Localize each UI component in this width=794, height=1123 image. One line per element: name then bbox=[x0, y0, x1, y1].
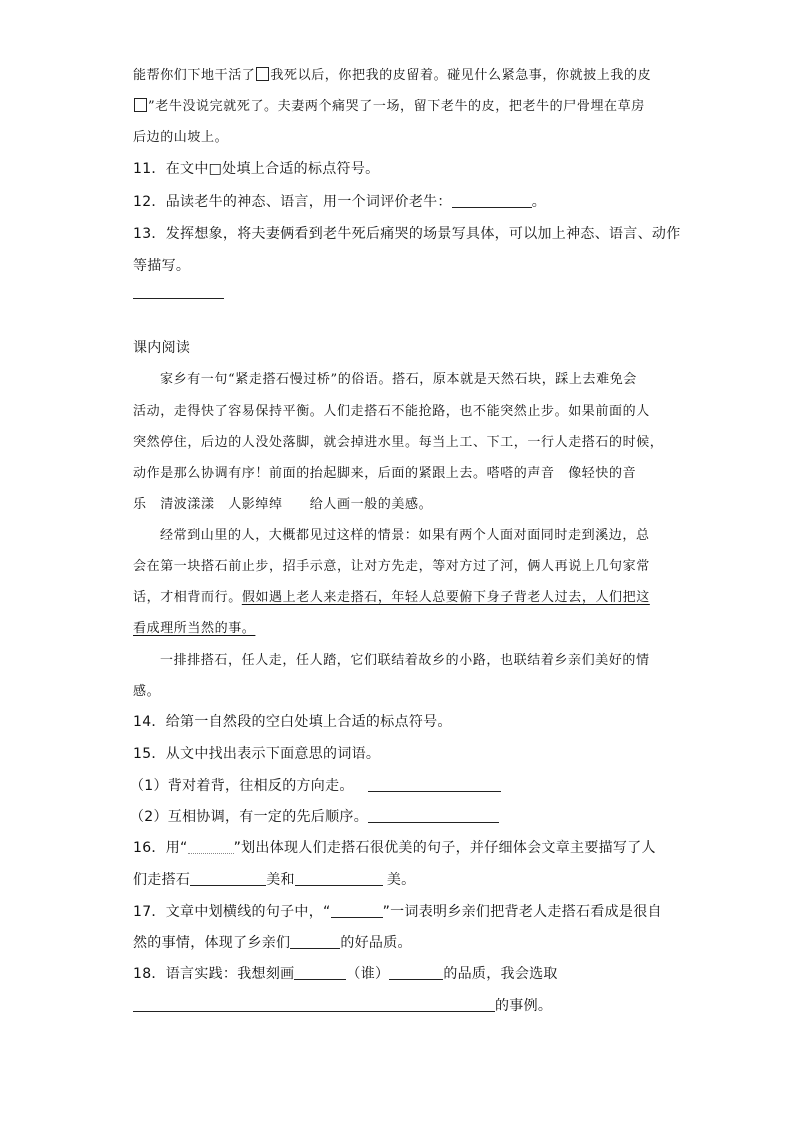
question-text: 的事例。 bbox=[495, 998, 553, 1014]
passage-text: 感。 bbox=[133, 684, 161, 699]
passage-text: 一排排搭石，任人走，任人踏，它们联结着故乡的小路，也联结着乡亲们美好的情 bbox=[160, 653, 650, 668]
passage-line bbox=[133, 464, 636, 484]
passage-line bbox=[133, 433, 663, 453]
question-text: 美。 bbox=[386, 872, 416, 888]
question-text: ”划出体现人们走搭石很优美的句子，并仔细体会文章主要描写了人 bbox=[233, 840, 656, 856]
passage-text: 突然停住，后边的人没处落脚，就会掉进水里。每当上工、下工，一行人走搭石的时候， bbox=[133, 435, 664, 450]
question-text: 的好品质。 bbox=[340, 935, 412, 951]
question-text: ”一词表明乡亲们把背老人走搭石看成是很自 bbox=[382, 904, 662, 920]
punctuation-blank-box[interactable] bbox=[256, 67, 269, 81]
answer-blank[interactable] bbox=[294, 965, 346, 980]
question-text: 17．文章中划横线的句子中，“ bbox=[133, 904, 331, 920]
question-15-2 bbox=[130, 807, 499, 827]
question-text: 11．在文中□处填上合适的标点符号。 bbox=[133, 161, 380, 177]
passage-line bbox=[133, 402, 650, 422]
answer-blank[interactable] bbox=[133, 997, 495, 1012]
question-18 bbox=[133, 964, 558, 984]
question-text: 13．发挥想象，将夫妻俩看到老牛死后痛哭的场景写具体，可以加上神态、语言、动作 bbox=[133, 226, 681, 242]
question-18-cont bbox=[133, 996, 552, 1016]
passage-line bbox=[133, 97, 645, 117]
question-text: 18．语言实践：我想刻画 bbox=[133, 966, 295, 982]
question-text: 。 bbox=[531, 194, 547, 210]
passage-line bbox=[133, 66, 651, 86]
question-16 bbox=[133, 838, 656, 858]
passage-text: 能帮你们下地干活了 bbox=[133, 68, 256, 83]
question-text: 12．品读老牛的神态、语言，用一个词评价老牛： bbox=[133, 194, 452, 210]
section-title-text: 课内阅读 bbox=[133, 340, 191, 356]
section-title bbox=[133, 338, 190, 358]
passage-line bbox=[133, 128, 228, 148]
answer-blank[interactable] bbox=[290, 934, 340, 949]
question-text: 等描写。 bbox=[133, 258, 191, 274]
question-17 bbox=[133, 902, 662, 922]
passage-text: 活动，走得快了容易保持平衡。人们走搭石不能抢路，也不能突然止步。如果前面的人 bbox=[133, 404, 650, 419]
question-text: 的品质，我会选取 bbox=[443, 966, 558, 982]
passage-text: 动作是那么协调有序！前面的抬起脚来，后面的紧跟上去。嗒嗒的声音 像轻快的音 bbox=[133, 466, 637, 481]
question-12 bbox=[133, 192, 546, 212]
answer-blank[interactable] bbox=[368, 808, 499, 823]
question-text: 16．用“ bbox=[133, 840, 188, 856]
passage-line bbox=[160, 526, 650, 546]
passage-text: 家乡有一句“紧走搭石慢过桥”的俗语。搭石，原本就是天然石块，踩上去难免会 bbox=[160, 372, 637, 387]
question-text: 然的事情，体现了乡亲们 bbox=[133, 935, 291, 951]
question-15 bbox=[133, 744, 380, 764]
passage-text: 经常到山里的人，大概都见过这样的情景：如果有两个人面对面同时走到溪边，总 bbox=[160, 528, 650, 543]
question-text: （2）互相协调，有一定的先后顺序。 bbox=[130, 809, 369, 825]
passage-line bbox=[133, 495, 432, 515]
question-text: 们走搭石 bbox=[133, 872, 191, 888]
passage-line bbox=[133, 619, 255, 639]
question-text: 美和 bbox=[266, 872, 295, 888]
question-text: 14．给第一自然段的空白处填上合适的标点符号。 bbox=[133, 714, 452, 730]
question-17-cont bbox=[133, 933, 412, 953]
answer-blank[interactable] bbox=[190, 871, 266, 886]
passage-line bbox=[133, 557, 650, 577]
underlined-sentence: 看成理所当然的事。 bbox=[133, 621, 256, 636]
question-16-cont bbox=[133, 870, 415, 890]
answer-blank[interactable] bbox=[331, 903, 383, 918]
question-13-cont bbox=[133, 256, 190, 276]
passage-text: 我死以后，你把我的皮留着。碰见什么紧急事，你就披上我的皮 bbox=[270, 68, 652, 83]
wavy-line-mark bbox=[188, 839, 234, 854]
passage-line bbox=[133, 588, 650, 608]
passage-text: 乐 清波漾漾 人影绰绰 给人画一般的美感。 bbox=[133, 497, 433, 512]
question-11 bbox=[133, 159, 379, 179]
answer-blank[interactable] bbox=[295, 871, 383, 886]
punctuation-blank-box[interactable] bbox=[134, 98, 147, 112]
passage-text: 话，才相背而行。 bbox=[133, 590, 242, 605]
answer-blank[interactable] bbox=[452, 193, 532, 208]
underlined-sentence: 假如遇上老人来走搭石，年轻人总要俯下身子背老人过去，人们把这 bbox=[241, 590, 650, 605]
question-text: （1）背对着背，往相反的方向走。 bbox=[130, 778, 354, 794]
passage-line bbox=[133, 682, 160, 702]
question-15-1 bbox=[130, 776, 501, 796]
answer-blank[interactable] bbox=[389, 965, 443, 980]
passage-line bbox=[160, 370, 637, 390]
passage-text: 后边的山坡上。 bbox=[133, 130, 229, 145]
question-14 bbox=[133, 712, 452, 732]
answer-blank[interactable] bbox=[368, 777, 501, 792]
passage-text: 会在第一块搭石前止步，招手示意，让对方先走，等对方过了河，俩人再说上几句家常 bbox=[133, 559, 650, 574]
question-text: （谁） bbox=[346, 966, 390, 982]
passage-text: ”老牛没说完就死了。夫妻两个痛哭了一场，留下老牛的皮，把老牛的尸骨埋在草房 bbox=[148, 99, 645, 114]
question-13 bbox=[133, 224, 681, 244]
passage-line bbox=[160, 651, 650, 671]
question-text: 15．从文中找出表示下面意思的词语。 bbox=[133, 746, 381, 762]
answer-line[interactable] bbox=[133, 298, 224, 299]
